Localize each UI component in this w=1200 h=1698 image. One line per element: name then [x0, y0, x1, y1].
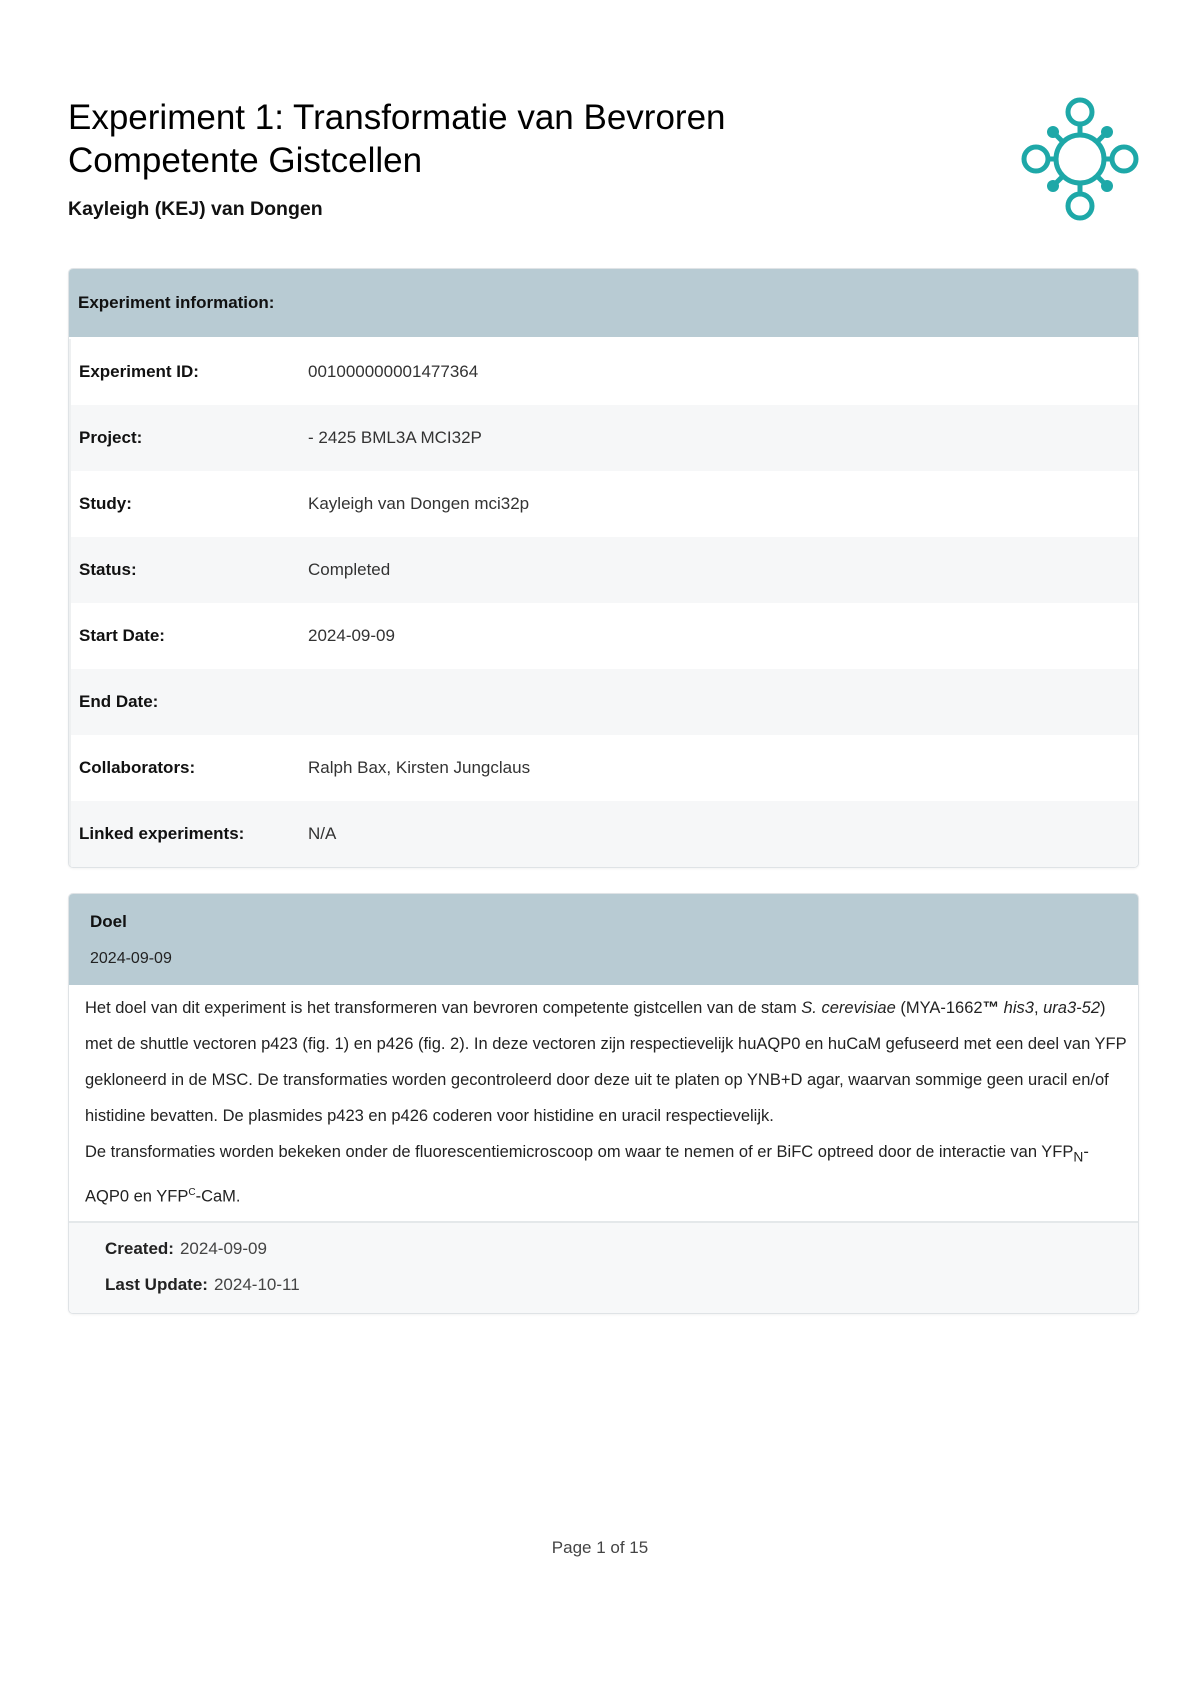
doel-title: Doel [90, 912, 127, 931]
info-row-experiment-id [69, 339, 1138, 405]
info-label: Study: [79, 494, 132, 513]
info-label: Linked experiments: [79, 824, 245, 843]
last-update-line [105, 1267, 1138, 1303]
document-page [68, 0, 1137, 1294]
page-number: Page 1 of 15 [551, 1538, 649, 1557]
info-row-status [69, 537, 1138, 603]
info-label: Project: [79, 428, 143, 447]
doel-heading [69, 894, 1138, 985]
doel-paragraph-2: De transformaties worden bekeken onder de fluorescentiemicroscoop om waar te nemen of er BiFC optreed door de interactie van $YFP_N-AQP0$ en $YFP^C$-CaM. [85, 1143, 1089, 1206]
info-label: Experiment ID: [79, 362, 199, 381]
info-value: N/A [308, 824, 337, 843]
document-header [68, 0, 1137, 268]
created-line [105, 1231, 1138, 1267]
page-title: Experiment 1: Transformatie van Bevroren Competente Gistcellen [68, 98, 726, 180]
info-label: Start Date: [79, 626, 165, 645]
info-label: Status: [79, 560, 137, 579]
info-value: Completed [308, 560, 391, 579]
created-value: 2024-09-09 [179, 1238, 267, 1258]
info-value: 001000000001477364 [308, 362, 479, 381]
doel-paragraph-1: Het doel van dit experiment is het transformeren van bevroren competente gistcellen van de stam S. cerevisiae (MYA-1662™ his3, ura3-52) met de shuttle vectoren p423 (fig. 1) en p426 (fig. 2). In deze vectoren zijn respectievelijk huAQP0 en huCaM gefuseerd met een deel van YFP gekloneerd in de MSC. De transformaties worden gecontroleerd door deze uit te platen op YNB+D agar, waarvan sommige geen uracil en/of histidine bevatten. De plasmides p423 en p426 coderen voor histidine en uracil respectievelijk. [85, 999, 1127, 1125]
info-value: Ralph Bax, Kirsten Jungclaus [308, 758, 531, 777]
last-update-label: Last Update: [105, 1274, 208, 1294]
info-label: Collaborators: [79, 758, 196, 777]
doel-meta [69, 1223, 1138, 1313]
created-label: Created: [105, 1238, 174, 1258]
info-value: 2024-09-09 [308, 626, 395, 645]
info-label: End Date: [79, 692, 159, 711]
experiment-info-card [68, 268, 1139, 868]
info-row-start-date [69, 603, 1138, 669]
info-row-linked-experiments [69, 801, 1138, 867]
info-value: - 2425 BML3A MCI32P [308, 428, 482, 447]
info-row-end-date [69, 669, 1138, 735]
last-update-value: 2024-10-11 [213, 1274, 300, 1294]
experiment-info-heading: Experiment information: [69, 269, 1138, 339]
info-row-project [69, 405, 1138, 471]
author-name: Kayleigh (KEJ) van Dongen [68, 198, 323, 220]
doel-date: 2024-09-09 [90, 950, 172, 967]
info-row-collaborators [69, 735, 1138, 801]
info-value: Kayleigh van Dongen mci32p [308, 494, 530, 513]
molecule-network-icon [1021, 97, 1139, 221]
doel-body [69, 985, 1138, 1223]
doel-card [68, 893, 1139, 1314]
info-row-study [69, 471, 1138, 537]
